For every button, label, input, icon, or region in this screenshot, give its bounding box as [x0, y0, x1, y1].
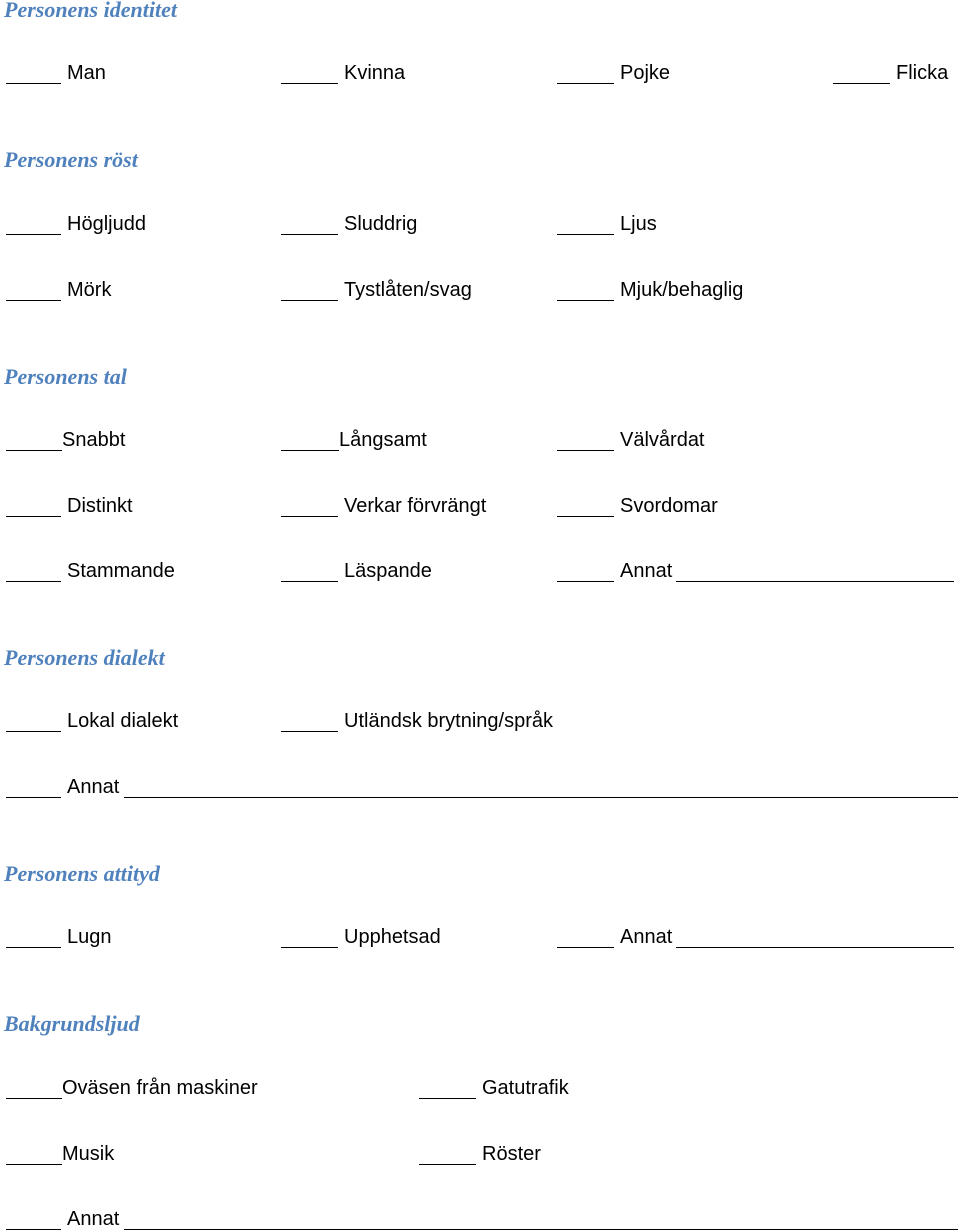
option-bakgrund-annat: Annat	[67, 1208, 120, 1230]
option-hogljudd: Högljudd	[67, 213, 146, 235]
option-valvardat: Välvårdat	[620, 429, 705, 451]
blank-man[interactable]	[6, 83, 61, 84]
option-tal-annat: Annat	[620, 560, 673, 582]
blank-bakgrund-annat[interactable]	[6, 1229, 61, 1230]
option-svordomar: Svordomar	[620, 495, 718, 517]
option-snabbt: Snabbt	[62, 429, 126, 451]
option-lokal-dialekt: Lokal dialekt	[67, 710, 179, 732]
blank-roster[interactable]	[419, 1164, 476, 1165]
blank-lugn[interactable]	[6, 947, 61, 948]
blank-musik[interactable]	[6, 1164, 62, 1165]
blank-snabbt[interactable]	[6, 450, 62, 451]
section-heading-bakgrund: Bakgrundsljud	[4, 1011, 140, 1036]
tal-annat-fill-line[interactable]	[676, 581, 954, 582]
section-heading-attityd: Personens attityd	[4, 861, 160, 886]
option-utlandsk: Utländsk brytning/språk	[344, 710, 553, 732]
option-upphetsad: Upphetsad	[344, 926, 441, 948]
blank-langsamt[interactable]	[281, 450, 339, 451]
option-lugn: Lugn	[67, 926, 112, 948]
option-musik: Musik	[62, 1143, 115, 1165]
blank-distinkt[interactable]	[6, 516, 61, 517]
option-langsamt: Långsamt	[339, 429, 427, 451]
bakgrund-annat-fill-line[interactable]	[124, 1229, 958, 1230]
blank-utlandsk[interactable]	[281, 731, 338, 732]
option-dialekt-annat: Annat	[67, 776, 120, 798]
option-attityd-annat: Annat	[620, 926, 673, 948]
option-gatutrafik: Gatutrafik	[482, 1077, 569, 1099]
blank-laspande[interactable]	[281, 581, 338, 582]
blank-stammande[interactable]	[6, 581, 61, 582]
blank-hogljudd[interactable]	[6, 234, 61, 235]
blank-kvinna[interactable]	[281, 83, 338, 84]
blank-maskiner[interactable]	[6, 1098, 62, 1099]
blank-pojke[interactable]	[557, 83, 614, 84]
option-forvrangt: Verkar förvrängt	[344, 495, 487, 517]
blank-ljus[interactable]	[557, 234, 614, 235]
blank-attityd-annat[interactable]	[557, 947, 614, 948]
blank-mjuk[interactable]	[557, 300, 614, 301]
option-mork: Mörk	[67, 279, 112, 301]
option-kvinna: Kvinna	[344, 62, 406, 84]
blank-flicka[interactable]	[833, 83, 890, 84]
option-man: Man	[67, 62, 106, 84]
option-stammande: Stammande	[67, 560, 175, 582]
blank-mork[interactable]	[6, 300, 61, 301]
section-heading-identitet: Personens identitet	[4, 0, 177, 22]
option-ljus: Ljus	[620, 213, 657, 235]
option-maskiner: Oväsen från maskiner	[62, 1077, 258, 1099]
option-flicka: Flicka	[896, 62, 949, 84]
blank-tystlaten[interactable]	[281, 300, 338, 301]
option-distinkt: Distinkt	[67, 495, 133, 517]
blank-dialekt-annat[interactable]	[6, 797, 61, 798]
section-heading-dialekt: Personens dialekt	[4, 645, 165, 670]
blank-forvrangt[interactable]	[281, 516, 338, 517]
blank-sluddrig[interactable]	[281, 234, 338, 235]
option-mjuk: Mjuk/behaglig	[620, 279, 744, 301]
dialekt-annat-fill-line[interactable]	[124, 797, 958, 798]
section-heading-tal: Personens tal	[4, 364, 127, 389]
option-roster: Röster	[482, 1143, 541, 1165]
blank-tal-annat[interactable]	[557, 581, 614, 582]
section-heading-rost: Personens röst	[4, 147, 138, 172]
option-sluddrig: Sluddrig	[344, 213, 418, 235]
blank-upphetsad[interactable]	[281, 947, 338, 948]
attityd-annat-fill-line[interactable]	[676, 947, 954, 948]
blank-svordomar[interactable]	[557, 516, 614, 517]
option-pojke: Pojke	[620, 62, 671, 84]
blank-valvardat[interactable]	[557, 450, 614, 451]
blank-gatutrafik[interactable]	[419, 1098, 476, 1099]
blank-lokal-dialekt[interactable]	[6, 731, 61, 732]
option-tystlaten: Tystlåten/svag	[344, 279, 472, 301]
option-laspande: Läspande	[344, 560, 432, 582]
